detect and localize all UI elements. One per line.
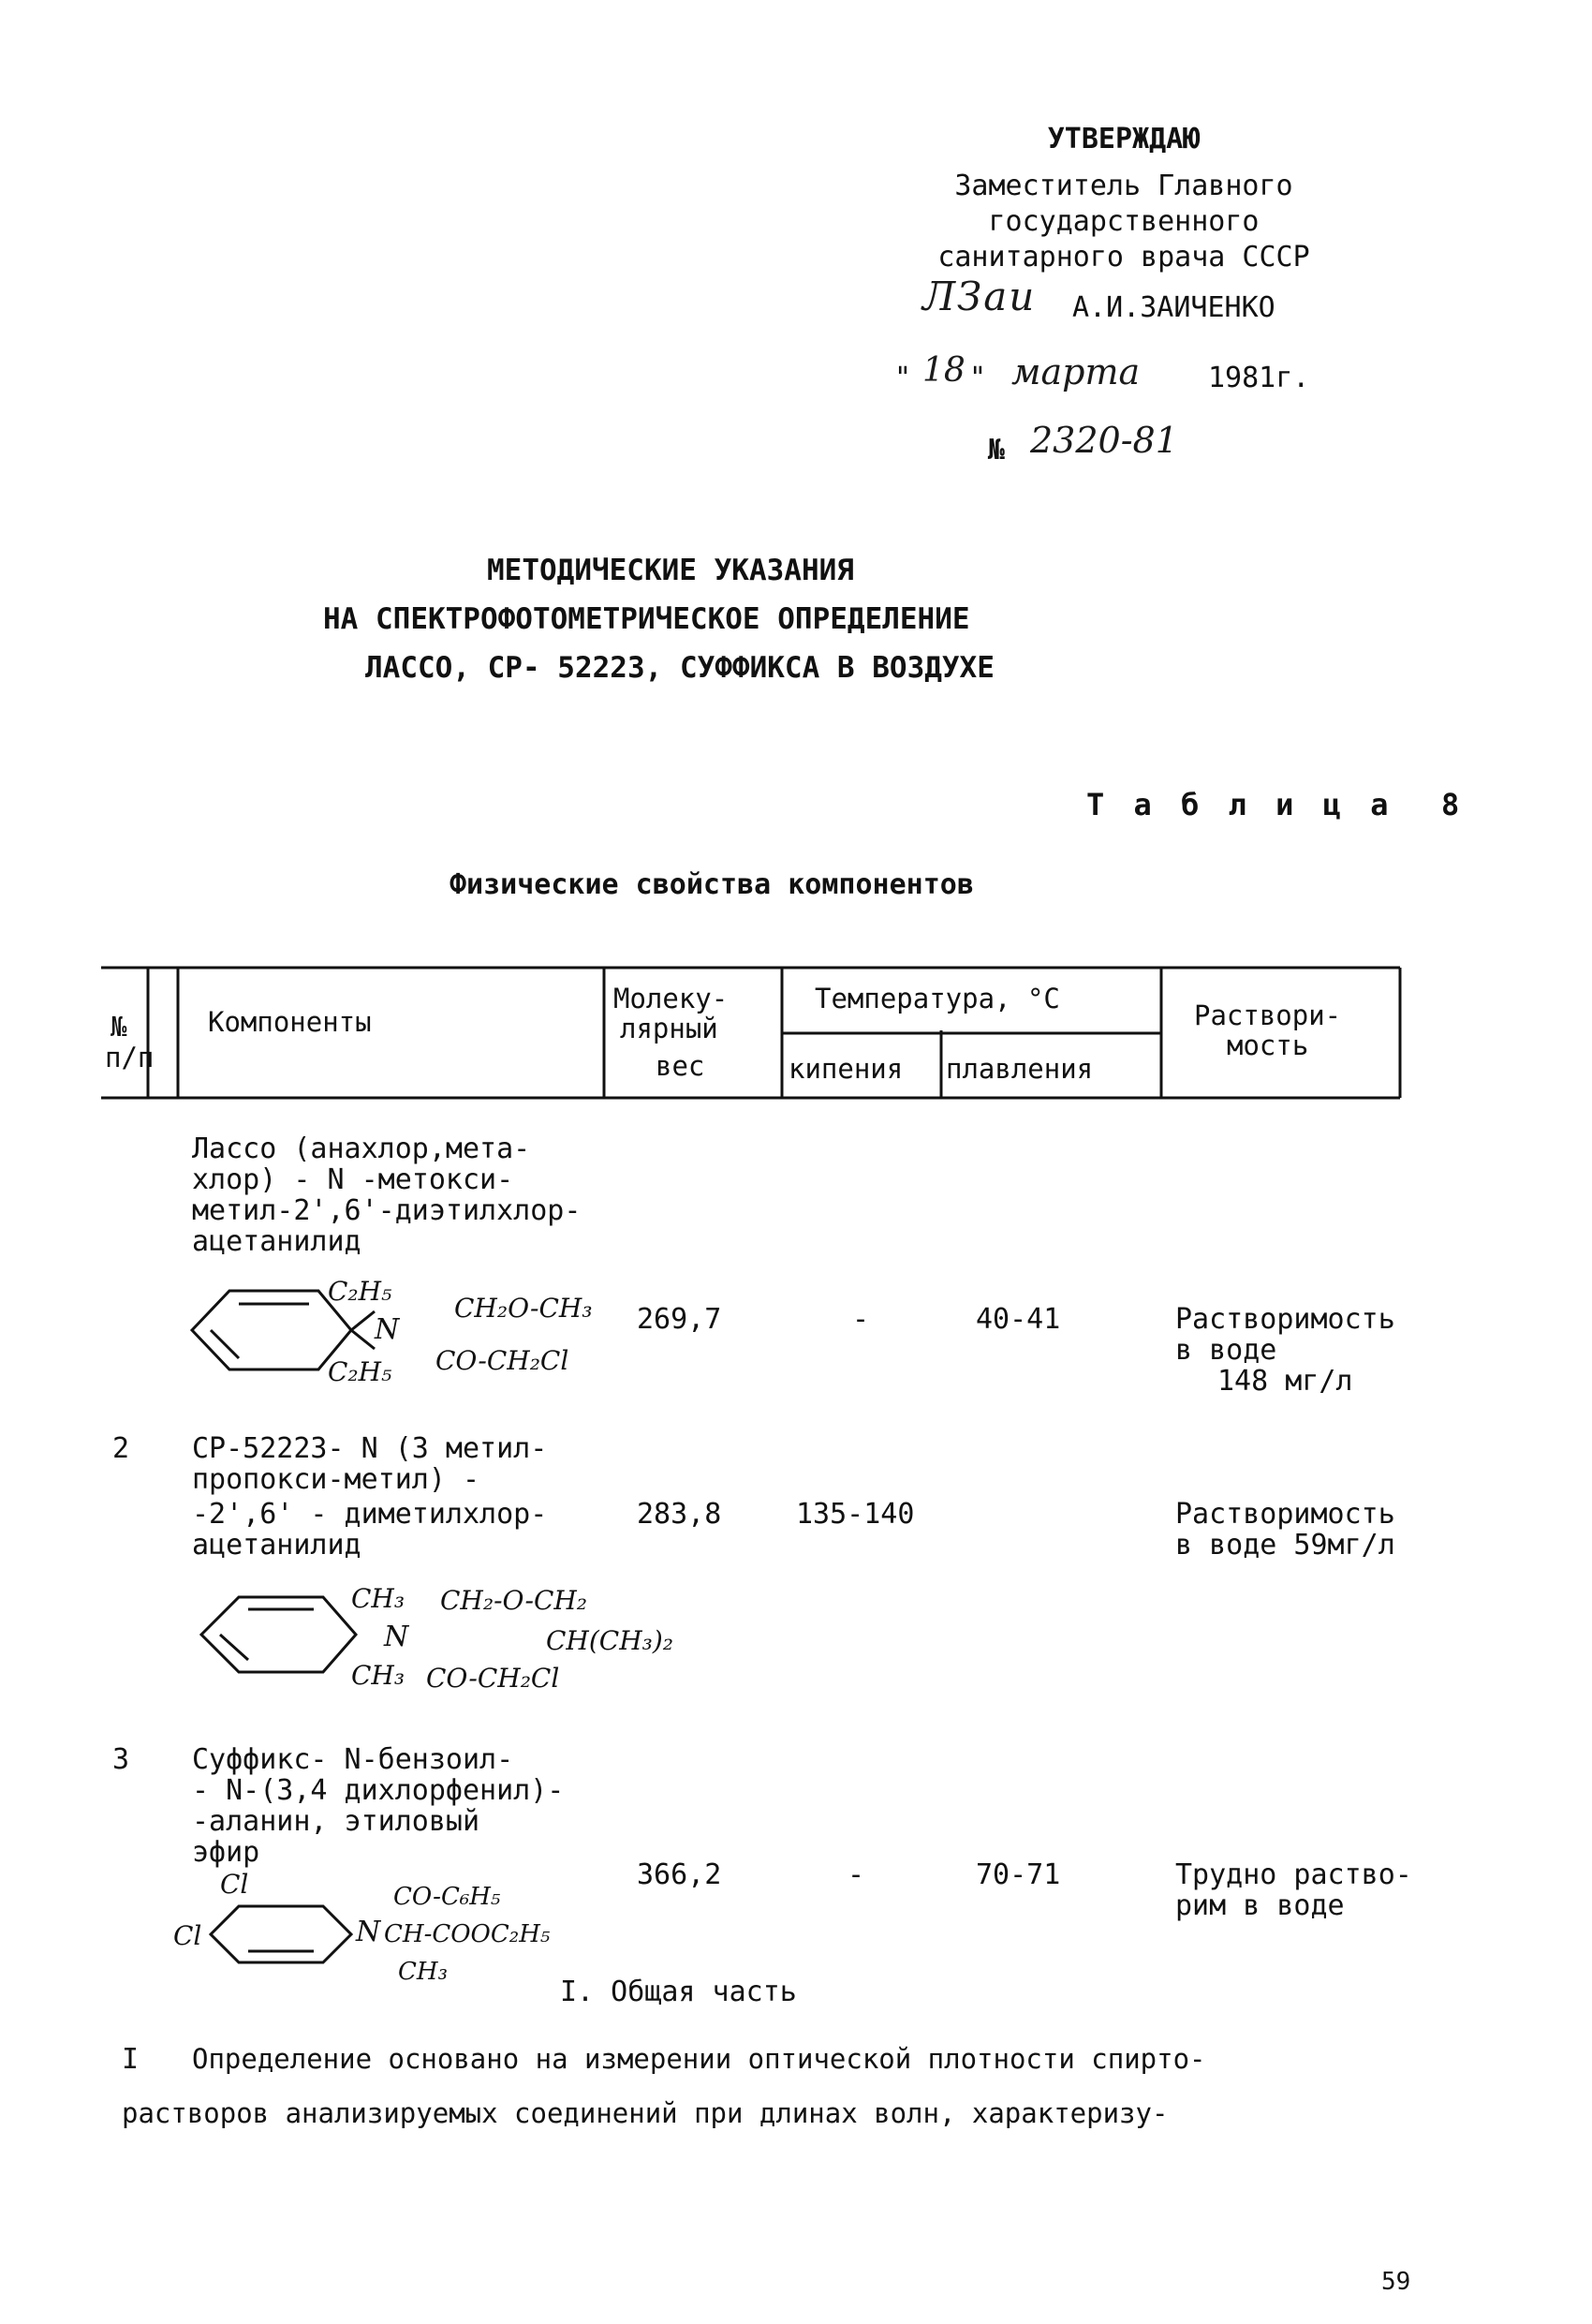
date-quote-close: " — [969, 362, 987, 394]
row3-formula-branch-top: CO-C₆H₅ — [393, 1883, 501, 1911]
formula-2-benzene-ring — [201, 1597, 356, 1672]
row2-boiling: 135-140 — [796, 1498, 915, 1531]
header-mol-weight-3: вес — [656, 1050, 705, 1082]
row1-name-1: Лассо (анахлор,мета- — [192, 1132, 531, 1165]
paragraph-number: I — [122, 2043, 140, 2076]
row1-solubility-3: 148 мг/л — [1217, 1365, 1353, 1398]
header-melting: плавления — [946, 1053, 1094, 1085]
header-mol-weight-2: лярный — [620, 1013, 718, 1044]
row1-melting: 40-41 — [976, 1303, 1061, 1336]
row2-name-2: пропокси-метил) - — [192, 1463, 480, 1496]
row2-name-4: ацетанилид — [192, 1529, 361, 1562]
row2-formula-branch-bottom: CO-CH₂Cl — [426, 1663, 560, 1694]
paragraph-line-1: Определение основано на измерении оптической плотности спирто- — [192, 2043, 1206, 2075]
row1-formula-sub-top: C₂H₅ — [328, 1276, 392, 1307]
row1-formula-branch-bottom: CO-CH₂Cl — [435, 1345, 569, 1376]
row1-boiling: - — [852, 1303, 870, 1336]
row2-solubility-1: Растворимость — [1175, 1498, 1395, 1531]
row1-solubility-1: Растворимость — [1175, 1303, 1395, 1336]
row3-mol-weight: 366,2 — [637, 1858, 722, 1891]
row2-formula-branch-top: CH₂-O-CH₂ — [440, 1585, 588, 1616]
row3-melting: 70-71 — [976, 1858, 1061, 1891]
row1-formula-n: N — [375, 1313, 400, 1346]
approval-line-1: Заместитель Главного — [954, 170, 1293, 202]
table-caption: Физические свойства компонентов — [450, 868, 974, 901]
approval-line-2: государственного — [988, 205, 1260, 238]
row3-solubility-2: рим в воде — [1175, 1889, 1345, 1922]
header-num-mark: № — [111, 1011, 127, 1043]
row2-name-3: -2',6' - диметилхлор- — [192, 1498, 548, 1531]
signature-scribble: ЛЗаи — [922, 274, 1037, 319]
row2-mol-weight: 283,8 — [637, 1498, 722, 1531]
approval-heading: УТВЕРЖДАЮ — [1047, 123, 1201, 155]
header-temperature: Температура, °С — [815, 983, 1060, 1014]
row1-name-4: ацетанилид — [192, 1225, 361, 1258]
doc-title-line-3: ЛАССО, СР- 52223, СУФФИКСА В ВОЗДУХЕ — [365, 651, 995, 685]
row3-name-2: - N-(3,4 дихлорфенил)- — [192, 1774, 565, 1807]
date-month: марта — [1011, 351, 1141, 392]
approval-line-3: санитарного врача СССР — [937, 241, 1310, 274]
approval-signer: А.И.ЗАИЧЕНКО — [1072, 291, 1275, 324]
header-mol-weight-1: Молеку- — [613, 983, 729, 1014]
row3-name-4: эфир — [192, 1836, 260, 1869]
date-day: 18 — [922, 351, 966, 390]
row1-solubility-2: в воде — [1175, 1334, 1277, 1367]
order-number-prefix: № — [988, 434, 1006, 466]
paragraph-line-2: растворов анализируемых соединений при длинах волн, характеризу- — [122, 2097, 1169, 2129]
section-heading: I. Общая часть — [560, 1976, 797, 2008]
header-solubility-1: Раствори- — [1194, 999, 1342, 1031]
order-number: 2320-81 — [1030, 420, 1178, 461]
row3-formula-branch-bottom: CH₃ — [398, 1958, 448, 1986]
row3-name-1: Суффикс- N-бензоил- — [192, 1743, 514, 1776]
doc-title-line-1: МЕТОДИЧЕСКИЕ УКАЗАНИЯ — [487, 554, 854, 587]
header-num: п/п — [105, 1042, 155, 1073]
row3-formula-cl-top: Cl — [220, 1869, 249, 1900]
header-boiling: кипения — [789, 1053, 904, 1085]
row2-num: 2 — [112, 1432, 130, 1465]
row1-name-2: хлор) - N -метокси- — [192, 1163, 514, 1196]
doc-title-line-2: НА СПЕКТРОФОТОМЕТРИЧЕСКОЕ ОПРЕДЕЛЕНИЕ — [323, 602, 970, 636]
table-label: Т а б л и ц а 8 — [1086, 787, 1466, 822]
row1-mol-weight: 269,7 — [637, 1303, 722, 1336]
row1-name-3: метил-2',6'-диэтилхлор- — [192, 1194, 582, 1227]
header-component: Компоненты — [208, 1006, 372, 1038]
date-year: 1981г. — [1208, 362, 1310, 394]
row2-formula-sub-top: CH₃ — [351, 1583, 405, 1614]
page-number: 59 — [1381, 2268, 1411, 2296]
row1-formula-sub-bottom: C₂H₅ — [328, 1356, 392, 1387]
row3-boiling: - — [848, 1858, 865, 1891]
row1-formula-branch-top: CH₂O-CH₃ — [454, 1293, 593, 1324]
row2-formula-branch-mid: CH(CH₃)₂ — [546, 1625, 673, 1656]
row3-formula-branch-mid: CH-COOC₂H₅ — [384, 1920, 551, 1948]
row3-formula-n: N — [356, 1916, 381, 1948]
header-solubility-2: мость — [1227, 1029, 1309, 1061]
formula-3-benzene-ring — [211, 1906, 351, 1962]
row2-formula-sub-bottom: CH₃ — [351, 1660, 405, 1691]
row2-name-1: СР-52223- N (3 метил- — [192, 1432, 548, 1465]
row3-name-3: -аланин, этиловый — [192, 1805, 480, 1838]
row3-solubility-1: Трудно раство- — [1175, 1858, 1412, 1891]
row3-formula-cl-left: Cl — [173, 1920, 202, 1951]
date-quote-open: " — [894, 362, 912, 394]
row2-solubility-2: в воде 59мг/л — [1175, 1529, 1395, 1562]
row3-num: 3 — [112, 1743, 130, 1776]
row2-formula-n: N — [384, 1621, 409, 1653]
